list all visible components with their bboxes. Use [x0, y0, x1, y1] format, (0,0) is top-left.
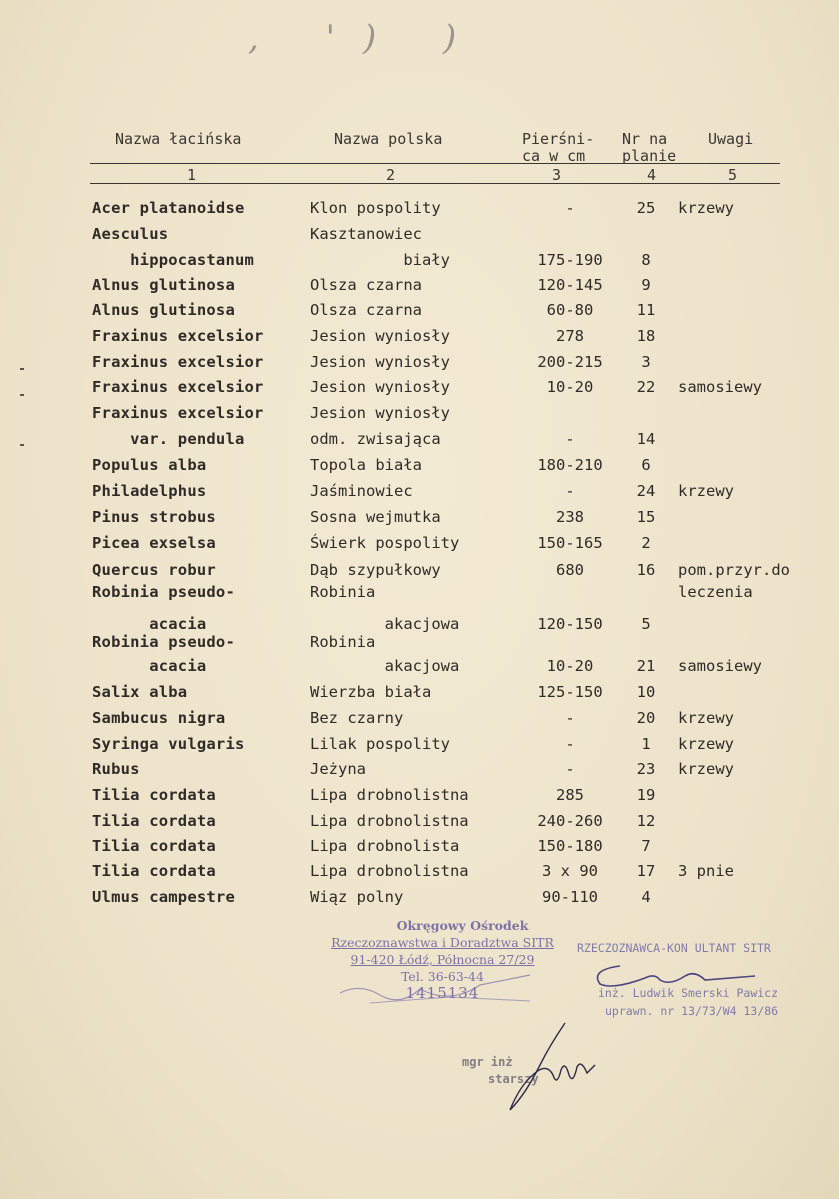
- table-row: [0, 561, 839, 583]
- latin-name: Fraxinus excelsior: [92, 353, 264, 371]
- latin-name: Sambucus nigra: [92, 709, 226, 727]
- girth-cm: -: [565, 430, 575, 448]
- note: krzewy: [678, 760, 734, 778]
- girth-cm: 240-260: [537, 812, 603, 830]
- latin-name: Fraxinus excelsior: [92, 404, 264, 422]
- table-row: [0, 683, 839, 705]
- girth-cm: 3 x 90: [542, 862, 598, 880]
- table-row: [0, 251, 839, 273]
- polish-name: Olsza czarna: [310, 301, 422, 319]
- girth-cm: 180-210: [537, 456, 603, 474]
- table-row: [0, 378, 839, 400]
- polish-name: Dąb szypułkowy: [310, 561, 441, 579]
- table-row: [0, 404, 839, 426]
- header-rule-top: [90, 163, 780, 164]
- latin-name: acacia: [92, 657, 207, 675]
- header-girth-line2: ca w cm: [522, 147, 586, 165]
- header-plan-line1: Nr na: [622, 130, 668, 148]
- girth-cm: 150-165: [537, 534, 603, 552]
- header-girth-line1: Pierśni-: [522, 130, 595, 148]
- column-number-3: 3: [552, 166, 562, 184]
- stamp-strokes: [330, 965, 550, 1010]
- table-row: [0, 862, 839, 884]
- polish-name: Wierzba biała: [310, 683, 432, 701]
- latin-name: acacia: [92, 615, 207, 633]
- note: 3 pnie: [678, 862, 734, 880]
- polish-name: Wiąz polny: [310, 888, 404, 906]
- polish-name: akacjowa: [310, 615, 460, 633]
- office-stamp-line3: 91-420 Łódź, Północna 27/29: [350, 952, 535, 967]
- table-row: [0, 760, 839, 782]
- girth-cm: 10-20: [546, 378, 594, 396]
- girth-cm: 175-190: [537, 251, 603, 269]
- plan-number: 1: [641, 735, 651, 753]
- office-stamp-line2: Rzeczoznawstwa i Doradztwa SITR: [331, 935, 554, 950]
- header-girth: [522, 131, 594, 165]
- table-row: [0, 482, 839, 504]
- girth-cm: 150-180: [537, 837, 603, 855]
- latin-name: Alnus glutinosa: [92, 301, 235, 319]
- header-polish-name: Nazwa polska: [334, 130, 443, 148]
- header-latin-name: Nazwa łacińska: [115, 130, 242, 148]
- polish-name: Jaśminowiec: [310, 482, 413, 500]
- latin-name: Picea exselsa: [92, 534, 216, 552]
- scribble-mark: , ') ): [248, 18, 485, 58]
- polish-name: Jeżyna: [310, 760, 366, 778]
- plan-number: 2: [641, 534, 651, 552]
- plan-number: 17: [636, 862, 656, 880]
- table-row: [0, 786, 839, 808]
- expert-stamp-license: uprawn. nr 13/73/W4 13/86: [605, 1004, 779, 1018]
- table-row: [0, 430, 839, 452]
- polish-name: Jesion wyniosły: [310, 353, 450, 371]
- table-row: [0, 508, 839, 530]
- latin-name: Alnus glutinosa: [92, 276, 235, 294]
- plan-number: 15: [636, 508, 656, 526]
- polish-name: akacjowa: [310, 657, 460, 675]
- note: pom.przyr.do: [678, 561, 790, 579]
- header-rule-bottom: [90, 183, 780, 184]
- girth-cm: 10-20: [546, 657, 594, 675]
- note: krzewy: [678, 199, 734, 217]
- table-row: [0, 301, 839, 323]
- header-plan-line2: planie: [622, 147, 677, 165]
- latin-name: Pinus strobus: [92, 508, 216, 526]
- polish-name: Jesion wyniosły: [310, 378, 450, 396]
- table-row: [0, 327, 839, 349]
- plan-number: 16: [636, 561, 656, 579]
- handwritten-signature: [495, 1015, 605, 1115]
- girth-cm: 120-150: [537, 615, 603, 633]
- table-row: [0, 583, 839, 605]
- expert-signature: [585, 958, 765, 993]
- plan-number: 3: [641, 353, 651, 371]
- plan-number: 10: [636, 683, 656, 701]
- girth-cm: 120-145: [537, 276, 603, 294]
- polish-name: Kasztanowiec: [310, 225, 422, 243]
- latin-name: Acer platanoidse: [92, 199, 245, 217]
- table-row: [0, 353, 839, 375]
- girth-cm: 278: [556, 327, 584, 345]
- latin-name: Salix alba: [92, 683, 188, 701]
- polish-name: Świerk pospolity: [310, 534, 460, 552]
- girth-cm: 60-80: [546, 301, 594, 319]
- latin-name: Quercus robur: [92, 561, 216, 579]
- latin-name: Aesculus: [92, 225, 169, 243]
- polish-name: Sosna wejmutka: [310, 508, 441, 526]
- table-row: [0, 456, 839, 478]
- polish-name: Lipa drobnolista: [310, 837, 460, 855]
- latin-name: Fraxinus excelsior: [92, 378, 264, 396]
- polish-name: Olsza czarna: [310, 276, 422, 294]
- note: leczenia: [678, 583, 753, 601]
- header-notes: Uwagi: [708, 130, 754, 148]
- girth-cm: -: [565, 199, 575, 217]
- column-number-4: 4: [647, 166, 657, 184]
- girth-cm: 680: [556, 561, 584, 579]
- header-plan-number: [622, 131, 676, 165]
- latin-name: Tilia cordata: [92, 862, 216, 880]
- plan-number: 21: [636, 657, 656, 675]
- girth-cm: 90-110: [542, 888, 598, 906]
- latin-name: Ulmus campestre: [92, 888, 235, 906]
- bottom-stamp-line1: mgr inż: [462, 1055, 513, 1069]
- girth-cm: -: [565, 709, 575, 727]
- polish-name: Bez czarny: [310, 709, 404, 727]
- table-row: [0, 199, 839, 221]
- plan-number: 12: [636, 812, 656, 830]
- office-stamp-line1: Okręgowy Ośrodek: [396, 918, 529, 933]
- polish-name: Klon pospolity: [310, 199, 441, 217]
- plan-number: 23: [636, 760, 656, 778]
- latin-name: hippocastanum: [92, 251, 255, 269]
- plan-number: 22: [636, 378, 656, 396]
- plan-number: 8: [641, 251, 651, 269]
- table-row: [0, 709, 839, 731]
- latin-name: Robinia pseudo-: [92, 583, 235, 601]
- girth-cm: 200-215: [537, 353, 603, 371]
- office-stamp-line5: 1415134: [405, 984, 480, 1002]
- plan-number: 7: [641, 837, 651, 855]
- plan-number: 11: [636, 301, 656, 319]
- note: samosiewy: [678, 657, 762, 675]
- table-row: [0, 657, 839, 679]
- polish-name: Robinia: [310, 633, 376, 651]
- polish-name: Lipa drobnolistna: [310, 812, 469, 830]
- margin-mark: [20, 368, 24, 370]
- polish-name: Lilak pospolity: [310, 735, 450, 753]
- note: samosiewy: [678, 378, 762, 396]
- latin-name: Tilia cordata: [92, 786, 216, 804]
- latin-name: Rubus: [92, 760, 140, 778]
- table-row: [0, 837, 839, 859]
- plan-number: 6: [641, 456, 651, 474]
- latin-name: Populus alba: [92, 456, 207, 474]
- plan-number: 25: [636, 199, 656, 217]
- plan-number: 24: [636, 482, 656, 500]
- latin-name: Tilia cordata: [92, 812, 216, 830]
- table-row: [0, 735, 839, 757]
- plan-number: 5: [641, 615, 651, 633]
- office-stamp-line4: Tel. 36-63-44: [401, 969, 484, 984]
- table-row: [0, 633, 839, 655]
- column-number-2: 2: [386, 166, 396, 184]
- girth-cm: 125-150: [537, 683, 603, 701]
- expert-stamp-name: inż. Ludwik Smerski Pawicz: [598, 986, 779, 1000]
- table-row: [0, 276, 839, 298]
- polish-name: Lipa drobnolistna: [310, 786, 469, 804]
- latin-name: Syringa vulgaris: [92, 735, 245, 753]
- column-number-5: 5: [728, 166, 738, 184]
- note: krzewy: [678, 735, 734, 753]
- note: krzewy: [678, 482, 734, 500]
- plan-number: 20: [636, 709, 656, 727]
- polish-name: Robinia: [310, 583, 376, 601]
- plan-number: 18: [636, 327, 656, 345]
- latin-name: var. pendula: [92, 430, 245, 448]
- girth-cm: -: [565, 760, 575, 778]
- plan-number: 9: [641, 276, 651, 294]
- polish-name: odm. zwisająca: [310, 430, 441, 448]
- expert-stamp-title: RZECZOZNAWCA-KON ULTANT SITR: [577, 941, 771, 955]
- table-row: [0, 534, 839, 556]
- polish-name: Topola biała: [310, 456, 422, 474]
- latin-name: Robinia pseudo-: [92, 633, 235, 651]
- plan-number: 14: [636, 430, 656, 448]
- polish-name: Jesion wyniosły: [310, 327, 450, 345]
- polish-name: Jesion wyniosły: [310, 404, 450, 422]
- plan-number: 19: [636, 786, 656, 804]
- column-number-1: 1: [187, 166, 197, 184]
- bottom-stamp-line2: starszy: [488, 1072, 539, 1086]
- note: krzewy: [678, 709, 734, 727]
- margin-mark: [20, 444, 24, 446]
- table-row: [0, 812, 839, 834]
- table-row: [0, 225, 839, 247]
- margin-mark: [20, 394, 24, 396]
- plan-number: 4: [641, 888, 651, 906]
- latin-name: Philadelphus: [92, 482, 207, 500]
- girth-cm: 285: [556, 786, 584, 804]
- girth-cm: -: [565, 482, 575, 500]
- table-row: [0, 888, 839, 910]
- polish-name: Lipa drobnolistna: [310, 862, 469, 880]
- girth-cm: 238: [556, 508, 584, 526]
- latin-name: Fraxinus excelsior: [92, 327, 264, 345]
- girth-cm: -: [565, 735, 575, 753]
- polish-name: biały: [310, 251, 450, 269]
- latin-name: Tilia cordata: [92, 837, 216, 855]
